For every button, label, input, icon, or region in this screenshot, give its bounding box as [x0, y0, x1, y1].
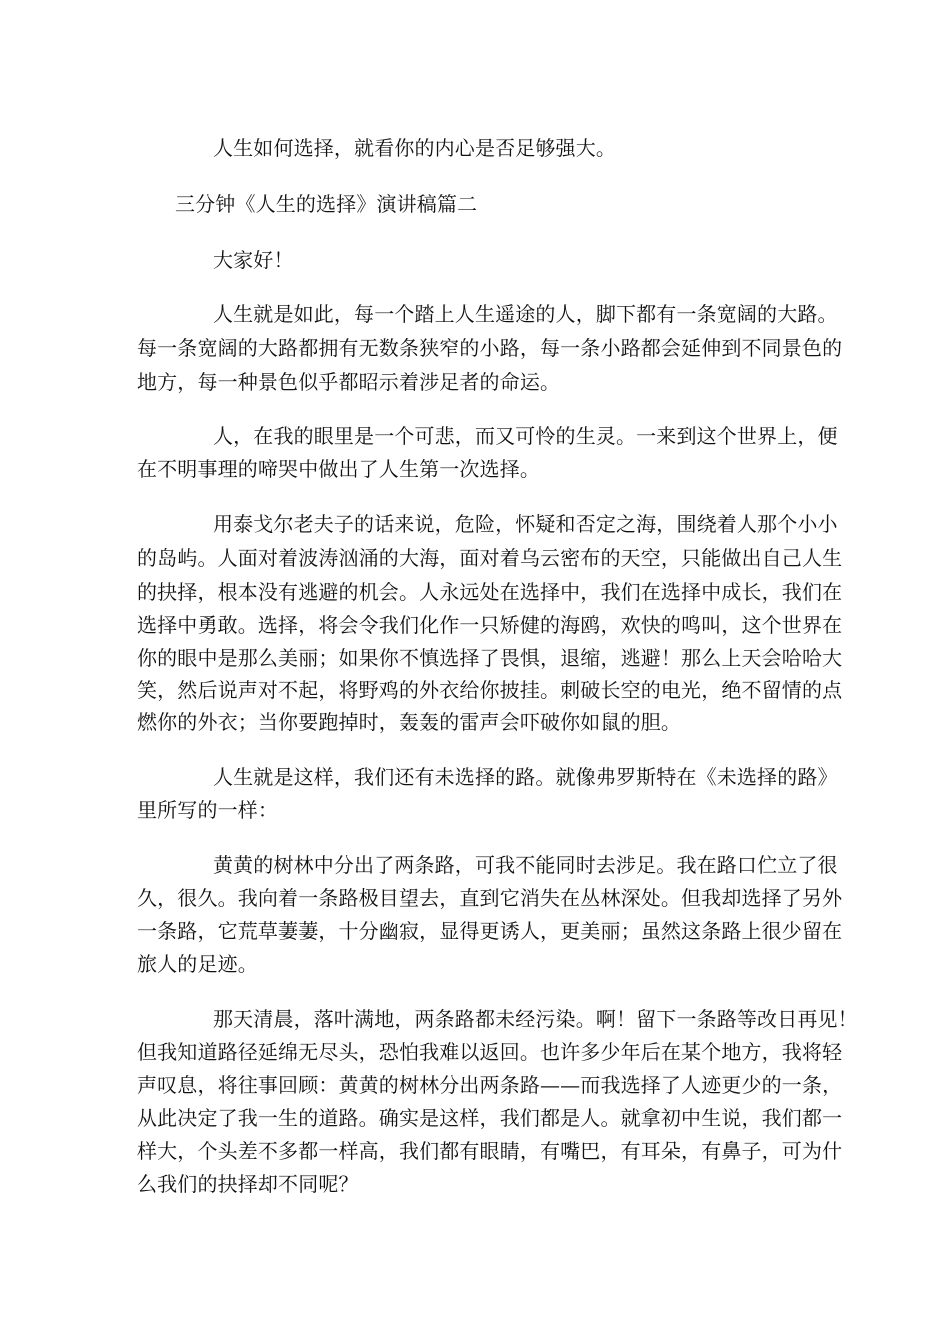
paragraph-5-line-3: 一条路，它荒草萋萋，十分幽寂，显得更诱人，更美丽；虽然这条路上很少留在 [137, 919, 843, 943]
paragraph-5-line-4: 旅人的足迹。 [137, 952, 258, 976]
paragraph-1-line-2: 每一条宽阔的大路都拥有无数条狭窄的小路，每一条小路都会延伸到不同景色的 [137, 336, 843, 360]
paragraph-1-line-3: 地方，每一种景色似乎都昭示着涉足者的命运。 [137, 370, 561, 394]
paragraph-2-line-1: 人，在我的眼里是一个可悲，而又可怜的生灵。一来到这个世界上，便 [213, 424, 838, 448]
paragraph-3-line-2: 的岛屿。人面对着波涛汹涌的大海，面对着乌云密布的天空，只能做出自己人生 [137, 546, 843, 570]
paragraph-6-line-6: 么我们的抉择却不同呢？ [137, 1172, 359, 1196]
paragraph-6-line-4: 从此决定了我一生的道路。确实是这样，我们都是人。就拿初中生说，我们都一 [137, 1106, 843, 1130]
greeting: 大家好！ [213, 248, 294, 272]
paragraph-3-line-1: 用泰戈尔老夫子的话来说，危险，怀疑和否定之海，围绕着人那个小小 [213, 512, 838, 536]
paragraph-1-line-1: 人生就是如此，每一个踏上人生遥途的人，脚下都有一条宽阔的大路。 [213, 302, 838, 326]
paragraph-5-line-1: 黄黄的树林中分出了两条路，可我不能同时去涉足。我在路口伫立了很 [213, 853, 838, 877]
paragraph-3-line-3: 的抉择，根本没有逃避的机会。人永远处在选择中，我们在选择中成长，我们在 [137, 580, 843, 604]
paragraph-5-line-2: 久，很久。我向着一条路极目望去，直到它消失在丛林深处。但我却选择了另外 [137, 886, 843, 910]
closing-line: 人生如何选择，就看你的内心是否足够强大。 [213, 136, 616, 160]
paragraph-6-line-1: 那天清晨，落叶满地，两条路都未经污染。啊！留下一条路等改日再见！ [213, 1007, 858, 1031]
paragraph-3-line-6: 笑，然后说声对不起，将野鸡的外衣给你披挂。刺破长空的电光，绝不留情的点 [137, 678, 843, 702]
paragraph-6-line-3: 声叹息，将往事回顾：黄黄的树林分出两条路——而我选择了人迹更少的一条， [137, 1073, 843, 1097]
paragraph-6-line-2: 但我知道路径延绵无尽头，恐怕我难以返回。也许多少年后在某个地方，我将轻 [137, 1040, 843, 1064]
paragraph-2-line-2: 在不明事理的啼哭中做出了人生第一次选择。 [137, 457, 540, 481]
paragraph-6-line-5: 样大，个头差不多都一样高，我们都有眼睛，有嘴巴，有耳朵，有鼻子，可为什 [137, 1139, 843, 1163]
paragraph-4-line-1: 人生就是这样，我们还有未选择的路。就像弗罗斯特在《未选择的路》 [213, 765, 838, 789]
paragraph-3-line-7: 燃你的外衣；当你要跑掉时，轰轰的雷声会吓破你如鼠的胆。 [137, 710, 682, 734]
section-title: 三分钟《人生的选择》演讲稿篇二 [175, 192, 478, 216]
paragraph-4-line-2: 里所写的一样： [137, 798, 279, 822]
paragraph-3-line-4: 选择中勇敢。选择，将会令我们化作一只矫健的海鸥，欢快的鸣叫，这个世界在 [137, 613, 843, 637]
paragraph-3-line-5: 你的眼中是那么美丽；如果你不慎选择了畏惧，退缩，逃避！那么上天会哈哈大 [137, 646, 843, 670]
